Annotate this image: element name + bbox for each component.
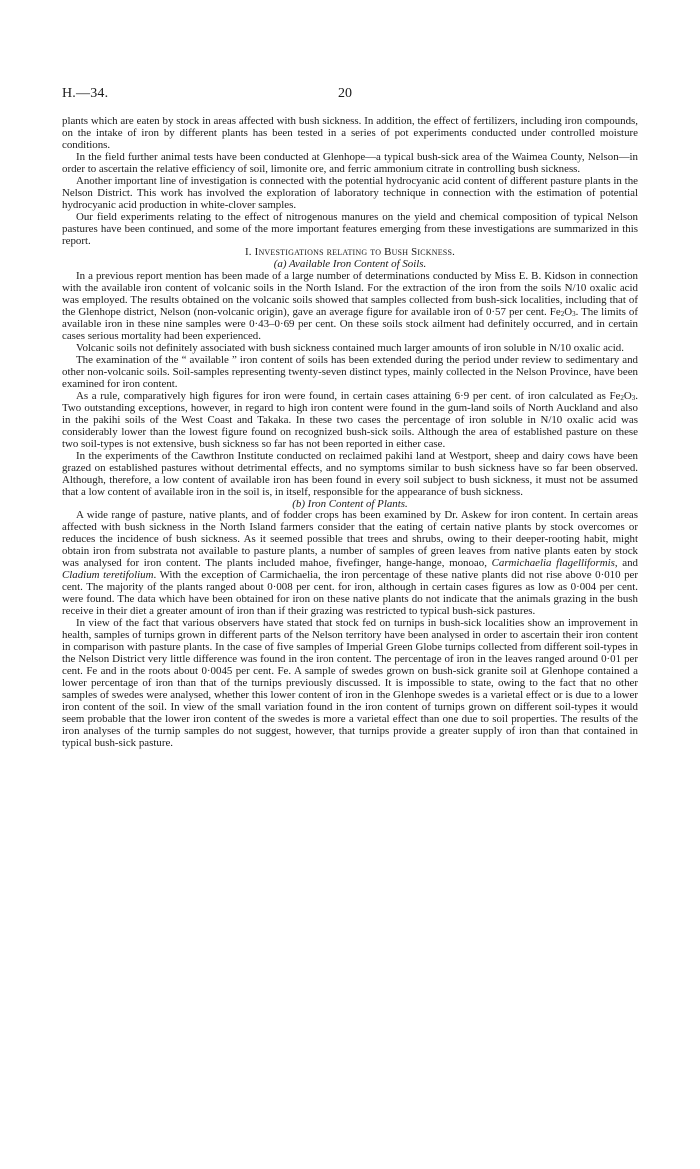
species-name: Cladium teretifolium xyxy=(62,569,154,582)
paragraph: In view of the fact that various observers have stated that stock fed on turnips in bush-sick localities show an improvement in health, samples of turnips grown in different parts of the Nelson territory have been analysed in order to ascertain their iron content in comparison with pasture plants. In the case of five samples of Imperial Green Globe turnips collected from different soil-types in the Nelson District very little difference was found in the iron content. The percentage of iron in the leaves ranged around 0·01 per cent. Fe and in the roots about 0·0045 per cent. Fe. A sample of swedes grown on bush-sick granite soil at Glenhope contained a lower percentage of iron than that of the turnips previously discussed. It is impossible to state, owing to the fact that no other samples of swedes were analysed, whether this lower content of iron in the Glenhope swedes is a varietal effect or is due to a lower iron content of the soil. In view of the small variation found in the iron content of turnips grown on different soil-types it would seem probable that the lower iron content of the swedes is more a varietal effect than one due to soil properties. The results of the iron analyses of the turnip samples do not suggest, however, that turnips provide a greater supply of iron than that contained in typical bush-sick pasture. xyxy=(62,617,638,749)
paragraph: The examination of the “ available ” iron content of soils has been extended during the period under review to sedimentary and other non-volcanic soils. Soil-samples representing twenty-seven distinct types, mainly collected in the Nelson Province, have been examined for iron content. xyxy=(62,354,638,390)
formula-subscript: 2 xyxy=(560,310,565,319)
paragraph-text: . With the exception of Carmichaelia, the iron percentage of these native plants did not rise above 0·010 per cent. The majority of the plants ranged about 0·008 per cent. for iron, although in certain cases figures as low as 0·004 per cent. were found. The data which have been obtained for iron on these native plants do not indicate that the animals grazing in the bush receive in their diet a greater amount of iron than if their grazing was restricted to typical bush-sick pastures. xyxy=(62,569,638,618)
paragraph: Our field experiments relating to the effect of nitrogenous manures on the yield and chemical composition of typical Nelson pastures have been continued, and some of the more important features emerging from these investigations are summarized in this report. xyxy=(62,210,638,247)
species-name: Carmichaelia flagelliformis xyxy=(491,557,615,570)
page-number: 20 xyxy=(338,86,352,101)
formula xyxy=(550,306,576,318)
paragraph-text: As a rule, comparatively high figures for iron were found, in certain cases attaining 6·9 per cent. of iron calculated as xyxy=(76,389,610,402)
paragraph xyxy=(62,391,638,451)
paragraph: plants which are eaten by stock in areas affected with bush sickness. In addition, the effect of fertilizers, including iron compounds, on the intake of iron by different plants has been tested in a series of pot experiments conducted under controlled moisture conditions. xyxy=(62,115,638,151)
paragraph: In the experiments of the Cawthron Institute conducted on reclaimed pakihi land at Westport, sheep and dairy cows have been grazed on established pastures without detrimental effects, and no symptoms similar to bush sickness have so far been observed. Although, therefore, a low content of available iron has been found in every soil subject to bush sickness, it must not be assumed that a low content of available iron in the soil is, in itself, responsible for the appearance of bush sickness. xyxy=(62,449,638,498)
paragraph-text: A wide range of pasture, native plants, and of fodder crops has been examined by Dr. Askew for iron content. In certain areas affected with bush sickness in the North Island farmers consider that the eating of certain native plants by stock overcomes or reduces the incidence of bush sickness. As it seemed possible that trees and shrubs, owing to their deeper-rooting habit, might obtain iron from substrata not available to pasture plants, a number of samples of green leaves from native plants eaten by stock was analysed for iron content. The plants included mahoe, fivefinger, hange-hange, monoao, xyxy=(62,509,638,570)
body-text xyxy=(62,116,638,750)
section-heading: I. Investigations relating to Bush Sickness. xyxy=(244,246,456,259)
formula-subscript: 3 xyxy=(631,393,636,402)
paragraph: Volcanic soils not definitely associated with bush sickness contained much larger amounts of iron soluble in N/10 oxalic acid. xyxy=(76,342,624,355)
formula-subscript: 3 xyxy=(572,310,576,319)
paragraph xyxy=(62,271,638,343)
paragraph: Another important line of investigation is connected with the potential hydrocyanic acid content of different pasture plants in the Nelson District. This work has involved the exploration of laboratory technique in connection with the estimation of potential hydrocyanic acid production in white-clover samples. xyxy=(62,174,638,211)
paragraph-text: . Two outstanding exceptions, however, in regard to high iron content were found in the gum-land soils of North Auckland and also in the pakihi soils of the West Coast and Takaka. In these two cases the percentage of iron soluble in N/10 oxalic acid was considerably lower than the lowest figure found on recognized bush-sick soils. Although the area of established pasture on these two soil-types is not extensive, bush sickness so far has not been reported in either case. xyxy=(62,389,638,450)
formula-part: O xyxy=(564,306,573,319)
formula-part: Fe xyxy=(549,306,561,319)
subsection-heading-a: (a) Available Iron Content of Soils. xyxy=(273,258,427,271)
formula-part: O xyxy=(623,389,632,402)
formula xyxy=(609,390,635,402)
paragraph-text: . The limits of available iron in these nine samples were 0·43–0·69 per cent. On these soils stock ailment had definitely occurred, and in certain cases serious mortality had been experienced. xyxy=(62,306,638,343)
formula-subscript: 2 xyxy=(620,393,624,402)
formula-part: Fe xyxy=(609,389,621,402)
subsection-heading-b: (b) Iron Content of Plants. xyxy=(292,497,408,510)
paragraph: In the field further animal tests have been conducted at Glenhope—a typical bush-sick area of the Waimea County, Nelson—in order to ascertain the relative efficiency of soil, limonite ore, and ferric ammonium citrate in controlling bush sickness. xyxy=(62,150,638,175)
paragraph-text: In a previous report mention has been made of a large number of determinations conducted by Miss E. B. Kidson in connection with the available iron content of volcanic soils in the North Island. For the extraction of the iron from the soils N/10 oxalic acid was employed. The results obtained on the volcanic soils showed that samples collected from bush-sick localities, including that of the Glenhope district, Nelson (non-volcanic origin), gave an average figure for available iron of 0·57 per cent. xyxy=(62,270,638,319)
report-code: H.—34. xyxy=(62,86,109,101)
paragraph xyxy=(62,510,638,618)
paragraph-text: , and xyxy=(614,557,639,570)
